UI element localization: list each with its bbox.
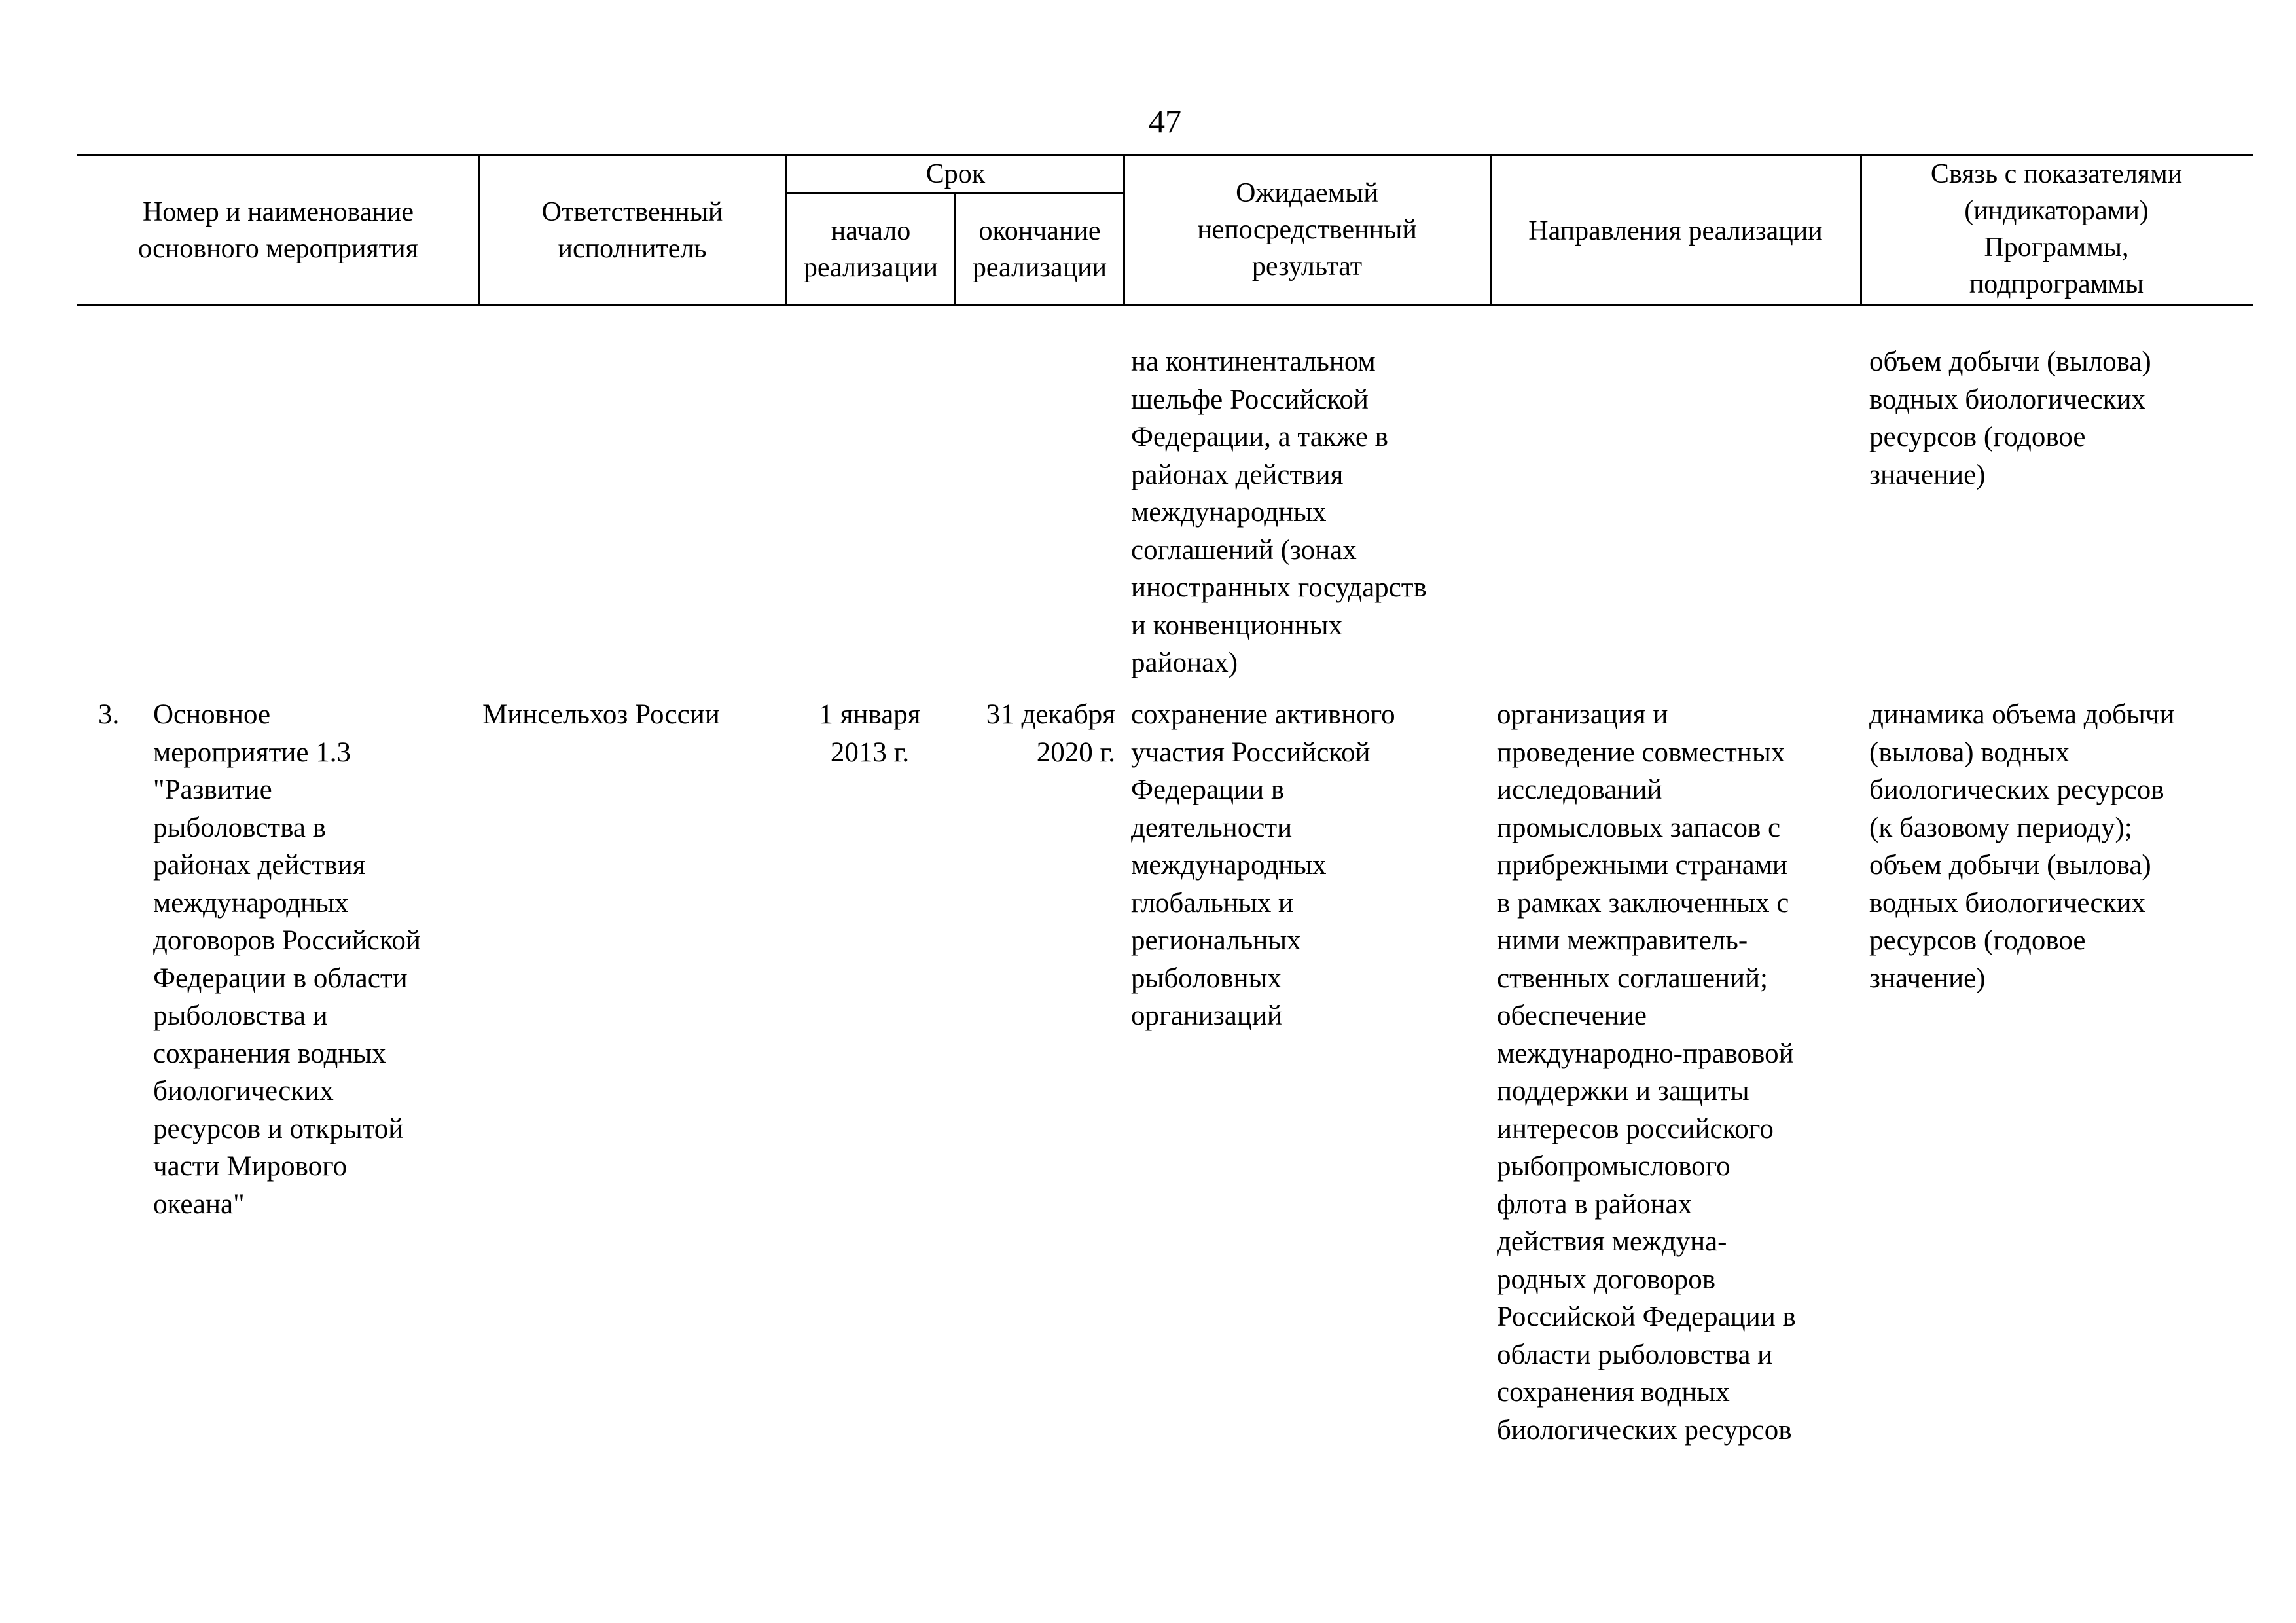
row-executor: Минсельхоз России bbox=[482, 699, 720, 730]
row-name: Основное мероприятие 1.3 "Развитие рыболовства в районах действия международных договоров Российской Федерации в области рыболовства и сохранения водных биологических ресурсов и открытой части Мирового океана" bbox=[153, 699, 421, 1220]
header-directions: Направления реализации bbox=[1528, 216, 1823, 246]
row-indicators: динамика объема добычи (вылова) водных биологических ресурсов (к базовому периоду); объем добычи (вылова) водных биологических ресурсов (годовое значение) bbox=[1869, 699, 2175, 994]
column-divider-name bbox=[478, 154, 480, 306]
header-start: начало реализации bbox=[803, 216, 939, 283]
row-result: сохранение активного участия Российской Федерации в деятельности международных глобальных и региональных рыболовных организаций bbox=[1131, 699, 1395, 1031]
row-start-date: 1 января 2013 г. bbox=[819, 699, 921, 768]
header-term: Срок bbox=[925, 159, 986, 189]
column-divider-result bbox=[1490, 154, 1492, 306]
header-indicators: Связь с показателями (индикаторами) Программы, подпрограммы bbox=[1930, 159, 2183, 299]
row-directions: организация и проведение совместных исследований промысловых запасов с прибрежными странами в рамках заключенных с ними межправитель- ственных соглашений; обеспечение международно-правовой поддержки и защиты интересов российского рыбопромыслового флота в районах действия междуна- родных договоров Российской Федерации в области рыболовства и сохранения водных биологических ресурсов bbox=[1497, 699, 1796, 1446]
continuation-result: на континентальном шельфе Российской Федерации, а также в районах действия международных соглашений (зонах иностранных государств и конвенционных районах) bbox=[1131, 346, 1427, 678]
header-executor: Ответственный исполнитель bbox=[541, 197, 723, 264]
table-header-bottom-border bbox=[77, 304, 2253, 306]
row-number: 3. bbox=[98, 699, 120, 730]
header-result: Ожидаемый непосредственный результат bbox=[1197, 178, 1417, 282]
column-divider-term bbox=[1123, 154, 1125, 306]
page-number: 47 bbox=[1149, 103, 1181, 139]
header-end: окончание реализации bbox=[972, 216, 1107, 283]
row-end-date: 31 декабря 2020 г. bbox=[986, 699, 1115, 768]
column-divider-directions bbox=[1860, 154, 1862, 306]
continuation-indicators: объем добычи (вылова) водных биологических ресурсов (годовое значение) bbox=[1869, 346, 2151, 490]
header-name: Номер и наименование основного мероприятия bbox=[138, 197, 418, 264]
